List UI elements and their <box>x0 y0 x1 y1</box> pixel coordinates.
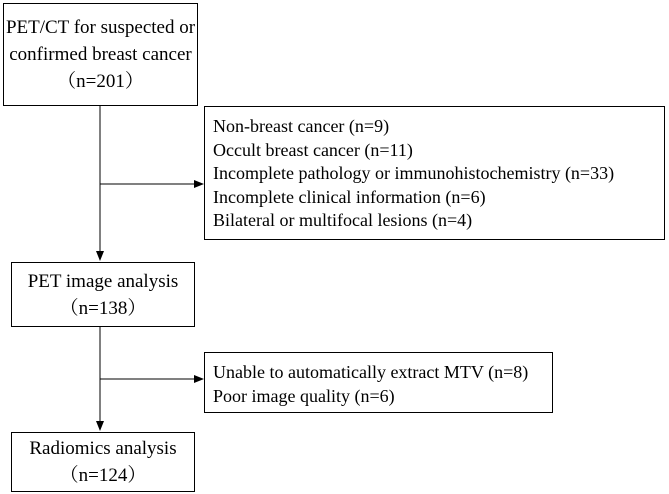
pet-analysis-count: （n=138） <box>59 297 147 319</box>
radiomics-title: Radiomics analysis <box>29 438 177 459</box>
exclusion-item: Poor image quality (n=6) <box>213 385 395 406</box>
pet-analysis-title: PET image analysis <box>27 270 179 292</box>
pet-analysis-box <box>11 262 195 327</box>
exclusion-item: Incomplete clinical information (n=6) <box>213 186 486 207</box>
start-box <box>3 3 198 106</box>
exclusion-item: Incomplete pathology or immunohistochemistry (n=33) <box>213 163 615 184</box>
radiomics-count: （n=124） <box>59 465 147 486</box>
start-count: （n=201） <box>57 71 144 92</box>
exclusion-item: Bilateral or multifocal lesions (n=4) <box>213 210 473 231</box>
exclusion-item: Non-breast cancer (n=9) <box>213 116 390 136</box>
radiomics-box <box>11 432 195 492</box>
exclusion-box-1 <box>204 106 665 240</box>
exclusion-box-2 <box>204 352 553 413</box>
start-line-1: PET/CT for suspected or <box>5 17 196 38</box>
exclusion-item: Occult breast cancer (n=11) <box>213 139 413 160</box>
exclusion-item: Unable to automatically extract MTV (n=8) <box>213 362 529 382</box>
start-line-2: confirmed breast cancer <box>9 44 192 65</box>
